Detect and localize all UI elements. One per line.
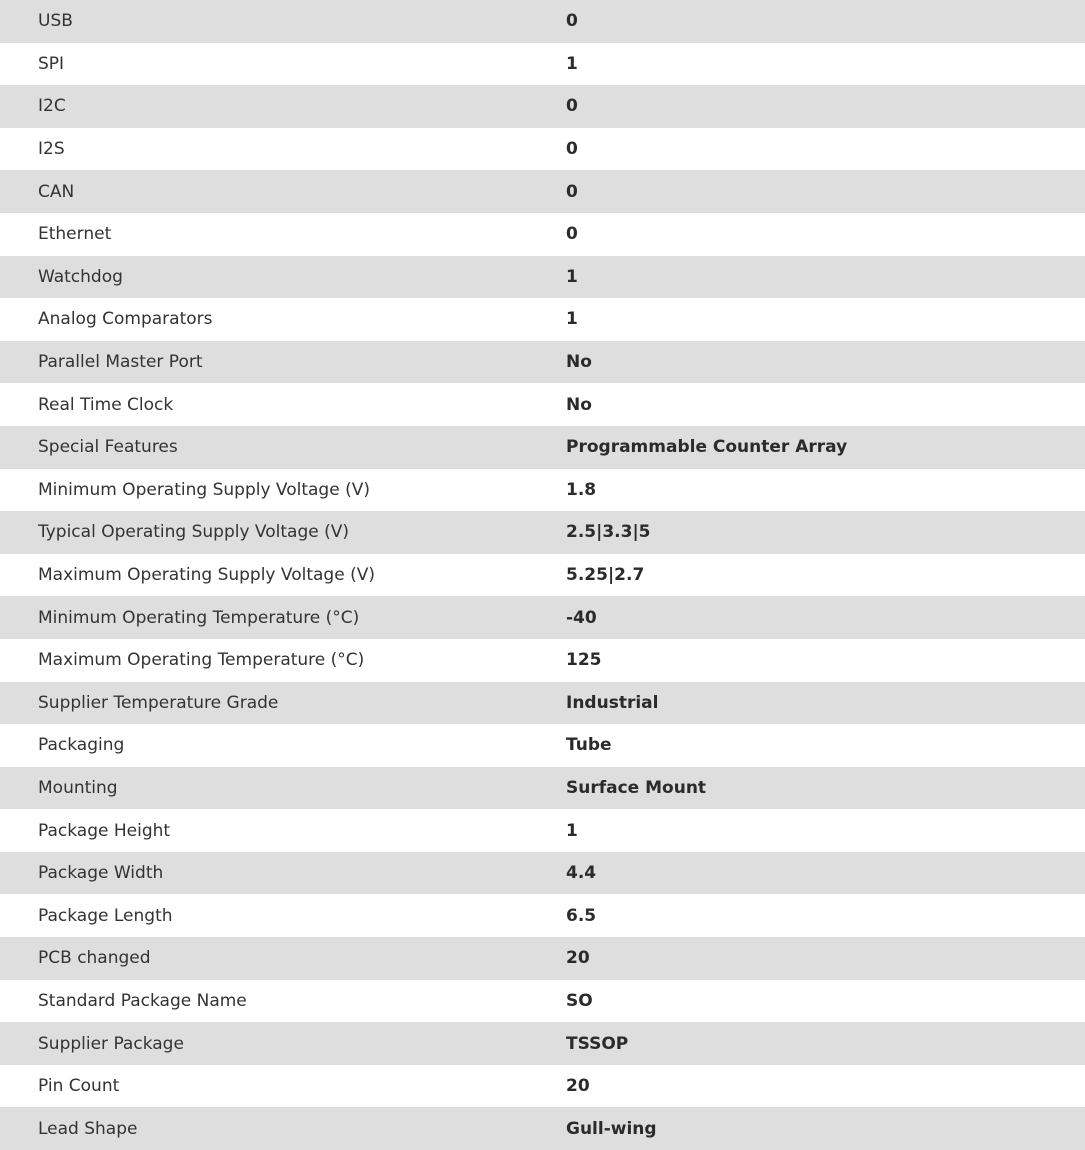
- spec-label: Lead Shape: [0, 1107, 566, 1150]
- spec-value: Programmable Counter Array: [566, 426, 1085, 469]
- spec-label: Package Height: [0, 809, 566, 852]
- spec-row-supplier-temperature-grade: [0, 682, 1085, 725]
- spec-value: 20: [566, 937, 1085, 980]
- spec-value: 4.4: [566, 852, 1085, 895]
- spec-row-typical-supply-voltage: [0, 511, 1085, 554]
- spec-value: TSSOP: [566, 1022, 1085, 1065]
- spec-row-spi: [0, 43, 1085, 86]
- spec-label: Package Width: [0, 852, 566, 895]
- spec-value: 2.5|3.3|5: [566, 511, 1085, 554]
- spec-row-package-width: [0, 852, 1085, 895]
- spec-row-ethernet: [0, 213, 1085, 256]
- spec-value: 0: [566, 213, 1085, 256]
- spec-value: No: [566, 341, 1085, 384]
- spec-label: Mounting: [0, 767, 566, 810]
- spec-label: Parallel Master Port: [0, 341, 566, 384]
- spec-label: Minimum Operating Temperature (°C): [0, 596, 566, 639]
- spec-value: 0: [566, 170, 1085, 213]
- spec-label: Real Time Clock: [0, 383, 566, 426]
- spec-label: Maximum Operating Temperature (°C): [0, 639, 566, 682]
- spec-row-special-features: [0, 426, 1085, 469]
- spec-label: USB: [0, 0, 566, 43]
- spec-row-can: [0, 170, 1085, 213]
- spec-row-pin-count: [0, 1065, 1085, 1108]
- spec-row-package-length: [0, 894, 1085, 937]
- spec-value: 0: [566, 0, 1085, 43]
- spec-row-i2c: [0, 85, 1085, 128]
- spec-value: No: [566, 383, 1085, 426]
- spec-label: Special Features: [0, 426, 566, 469]
- spec-value: 125: [566, 639, 1085, 682]
- spec-label: Watchdog: [0, 256, 566, 299]
- spec-row-mounting: [0, 767, 1085, 810]
- spec-row-supplier-package: [0, 1022, 1085, 1065]
- spec-row-analog-comparators: [0, 298, 1085, 341]
- spec-label: PCB changed: [0, 937, 566, 980]
- spec-value: 20: [566, 1065, 1085, 1108]
- spec-value: Industrial: [566, 682, 1085, 725]
- spec-label: Standard Package Name: [0, 980, 566, 1023]
- spec-label: SPI: [0, 43, 566, 86]
- spec-label: Minimum Operating Supply Voltage (V): [0, 469, 566, 512]
- spec-row-standard-package-name: [0, 980, 1085, 1023]
- spec-row-usb: [0, 0, 1085, 43]
- spec-value: -40: [566, 596, 1085, 639]
- spec-value: 0: [566, 128, 1085, 171]
- spec-value: 5.25|2.7: [566, 554, 1085, 597]
- spec-row-parallel-master-port: [0, 341, 1085, 384]
- spec-label: Packaging: [0, 724, 566, 767]
- spec-row-package-height: [0, 809, 1085, 852]
- spec-value: Gull-wing: [566, 1107, 1085, 1150]
- spec-value: 1: [566, 298, 1085, 341]
- spec-label: I2S: [0, 128, 566, 171]
- spec-value: Surface Mount: [566, 767, 1085, 810]
- spec-label: Ethernet: [0, 213, 566, 256]
- spec-value: 1: [566, 43, 1085, 86]
- spec-value: SO: [566, 980, 1085, 1023]
- spec-value: 6.5: [566, 894, 1085, 937]
- spec-row-min-operating-temperature: [0, 596, 1085, 639]
- spec-row-real-time-clock: [0, 383, 1085, 426]
- spec-label: Supplier Package: [0, 1022, 566, 1065]
- spec-row-packaging: [0, 724, 1085, 767]
- spec-row-i2s: [0, 128, 1085, 171]
- spec-row-watchdog: [0, 256, 1085, 299]
- spec-label: Typical Operating Supply Voltage (V): [0, 511, 566, 554]
- spec-label: Pin Count: [0, 1065, 566, 1108]
- spec-value: 0: [566, 85, 1085, 128]
- spec-row-min-supply-voltage: [0, 469, 1085, 512]
- spec-label: Analog Comparators: [0, 298, 566, 341]
- spec-row-lead-shape: [0, 1107, 1085, 1150]
- spec-label: I2C: [0, 85, 566, 128]
- spec-row-pcb-changed: [0, 937, 1085, 980]
- spec-value: 1.8: [566, 469, 1085, 512]
- spec-label: Package Length: [0, 894, 566, 937]
- spec-value: 1: [566, 809, 1085, 852]
- spec-value: Tube: [566, 724, 1085, 767]
- spec-row-max-supply-voltage: [0, 554, 1085, 597]
- spec-label: CAN: [0, 170, 566, 213]
- spec-label: Supplier Temperature Grade: [0, 682, 566, 725]
- spec-value: 1: [566, 256, 1085, 299]
- spec-row-max-operating-temperature: [0, 639, 1085, 682]
- spec-label: Maximum Operating Supply Voltage (V): [0, 554, 566, 597]
